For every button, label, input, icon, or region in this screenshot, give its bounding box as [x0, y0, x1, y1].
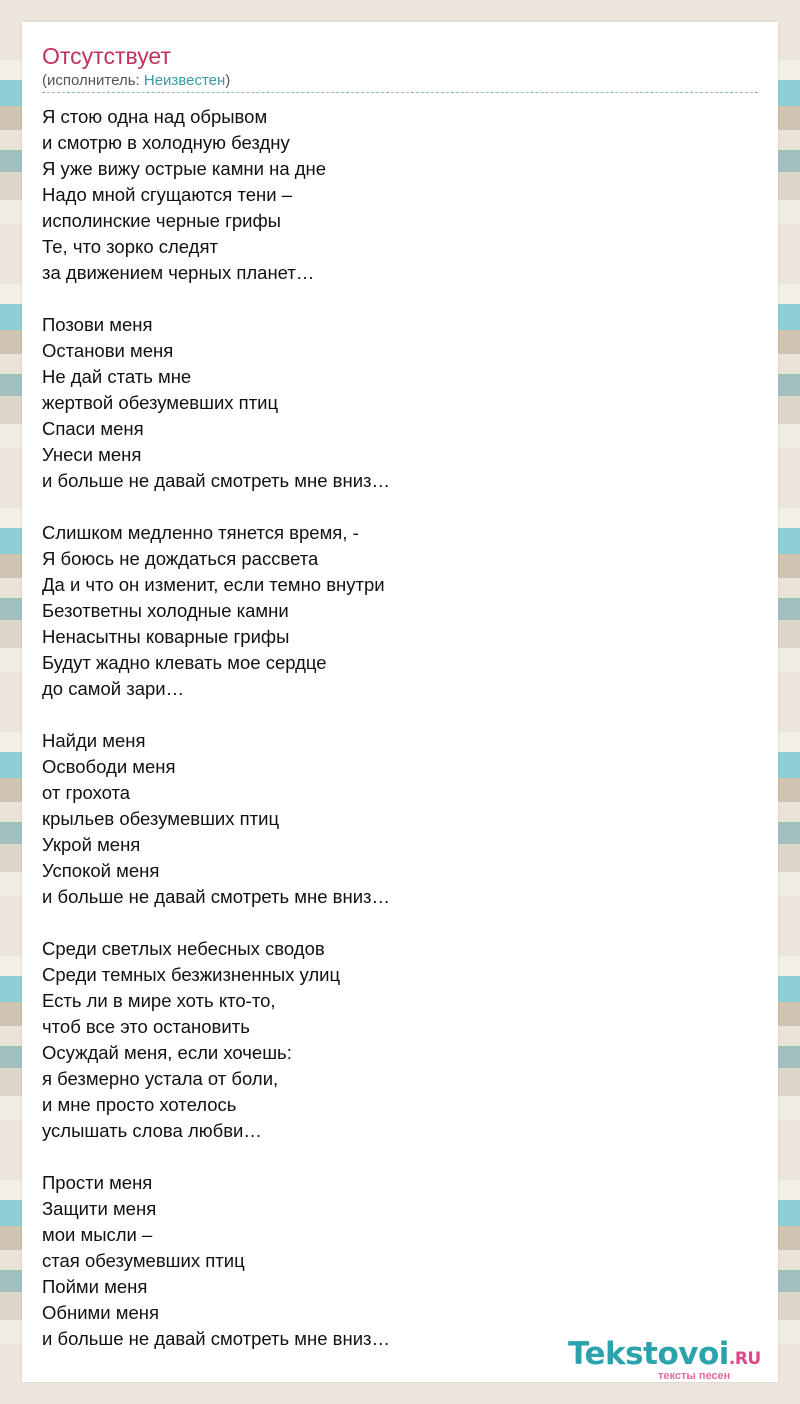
lyrics-line: Ненасытны коварные грифы	[42, 626, 290, 647]
logo-name: Tekstovoi	[568, 1336, 729, 1372]
lyrics-line: Спаси меня	[42, 418, 144, 439]
lyrics-line: и больше не давай смотреть мне вниз…	[42, 470, 391, 491]
lyrics-line: до самой зари…	[42, 678, 185, 699]
lyrics-line: Успокой меня	[42, 860, 160, 881]
lyrics-line: мои мысли –	[42, 1224, 153, 1245]
lyrics-line: и больше не давай смотреть мне вниз…	[42, 1328, 391, 1349]
song-title: Отсутствует	[42, 43, 171, 69]
artist-link[interactable]: Неизвестен	[143, 72, 226, 89]
lyrics-line: Не дай стать мне	[42, 366, 192, 387]
lyrics-line: Пойми меня	[42, 1276, 148, 1297]
lyrics-line: Я уже вижу острые камни на дне	[42, 158, 327, 179]
lyrics-stanza	[42, 312, 758, 494]
lyrics-line: Те, что зорко следят	[42, 236, 218, 257]
lyrics-line: от грохота	[42, 782, 131, 803]
lyrics-card	[22, 22, 778, 1382]
lyrics-stanza	[42, 936, 758, 1144]
lyrics-line: Слишком медленно тянется время, -	[42, 522, 359, 543]
lyrics-line: и мне просто хотелось	[42, 1094, 237, 1115]
lyrics-line: чтоб все это остановить	[42, 1016, 250, 1037]
lyrics-line: Я боюсь не дождаться рассвета	[42, 548, 319, 569]
lyrics-line: Надо мной сгущаются тени –	[42, 184, 293, 205]
lyrics-line: и больше не давай смотреть мне вниз…	[42, 886, 391, 907]
lyrics-line: Прости меня	[42, 1172, 153, 1193]
lyrics-line: Освободи меня	[42, 756, 176, 777]
lyrics-line: Найди меня	[42, 730, 146, 751]
lyrics-line: стая обезумевших птиц	[42, 1250, 245, 1271]
lyrics-line: Есть ли в мире хоть кто-то,	[42, 990, 276, 1011]
logo-tld: .RU	[728, 1349, 761, 1369]
lyrics-line: Среди темных безжизненных улиц	[42, 964, 341, 985]
lyrics-line: исполинские черные грифы	[42, 210, 281, 231]
lyrics-line: Осуждай меня, если хочешь:	[42, 1042, 292, 1063]
lyrics-line: и смотрю в холодную бездну	[42, 132, 290, 153]
lyrics-line: Будут жадно клевать мое сердце	[42, 652, 327, 673]
lyrics-line: Обними меня	[42, 1302, 159, 1323]
lyrics-line: Безответны холодные камни	[42, 600, 289, 621]
lyrics-stanza	[42, 1170, 758, 1352]
lyrics-line: крыльев обезумевших птиц	[42, 808, 280, 829]
lyrics-line: Унеси меня	[42, 444, 142, 465]
performer-prefix: (исполнитель:	[42, 72, 144, 89]
lyrics-line: услышать слова любви…	[42, 1120, 262, 1141]
lyrics-text	[42, 104, 758, 1378]
lyrics-line: Защити меня	[42, 1198, 157, 1219]
lyrics-stanza	[42, 104, 758, 286]
lyrics-line: Останови меня	[42, 340, 174, 361]
lyrics-line: я безмерно устала от боли,	[42, 1068, 279, 1089]
lyrics-line: Я стою одна над обрывом	[42, 106, 268, 127]
title-divider	[42, 92, 758, 93]
lyrics-line: Позови меня	[42, 314, 153, 335]
lyrics-line: Среди светлых небесных сводов	[42, 938, 325, 959]
lyrics-stanza	[42, 520, 758, 702]
lyrics-line: жертвой обезумевших птиц	[42, 392, 279, 413]
lyrics-line: за движением черных планет…	[42, 262, 315, 283]
lyrics-line: Да и что он изменит, если темно внутри	[42, 574, 385, 595]
lyrics-line: Укрой меня	[42, 834, 141, 855]
site-logo[interactable]	[568, 1336, 778, 1382]
performer-line	[42, 72, 230, 90]
logo-tagline: тексты песен	[658, 1370, 731, 1382]
lyrics-stanza	[42, 728, 758, 910]
performer-suffix: )	[225, 72, 231, 89]
